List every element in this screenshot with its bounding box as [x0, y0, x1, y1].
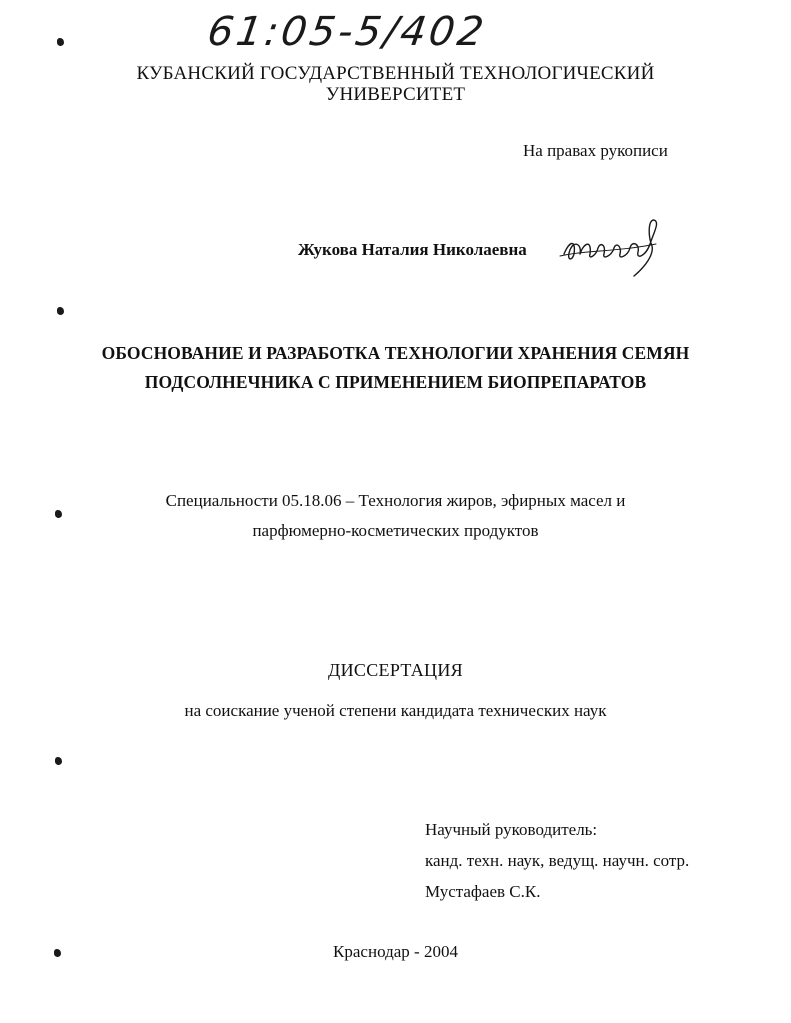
city-year: Краснодар - 2004	[333, 942, 458, 961]
university-line-2: УНИВЕРСИТЕТ	[325, 84, 466, 105]
university-line-1: КУБАНСКИЙ ГОСУДАРСТВЕННЫЙ ТЕХНОЛОГИЧЕСКИЙ	[136, 63, 655, 84]
supervisor-credentials: канд. техн. наук, ведущ. научн. сотр.	[425, 851, 690, 870]
document-type: ДИССЕРТАЦИЯ	[328, 660, 463, 680]
margin-mark	[55, 757, 62, 765]
supervisor-label: Научный руководитель:	[425, 820, 598, 839]
rights-note: На правах рукописи	[523, 141, 668, 160]
author-name: Жукова Наталия Николаевна	[298, 240, 527, 259]
margin-mark	[57, 38, 64, 46]
thesis-title-line-2: ПОДСОЛНЕЧНИКА С ПРИМЕНЕНИЕМ БИОПРЕПАРАТОВ	[144, 372, 647, 392]
signature	[556, 210, 676, 290]
specialty-line-1: Специальности 05.18.06 – Технология жиров, эфирных масел и	[165, 491, 626, 510]
specialty-line-2: парфюмерно-косметических продуктов	[252, 521, 539, 540]
thesis-title-line-1: ОБОСНОВАНИЕ И РАЗРАБОТКА ТЕХНОЛОГИИ ХРАНЕНИЯ СЕМЯН	[101, 343, 690, 363]
margin-mark	[57, 307, 64, 315]
archive-code: 61:05-5/402	[204, 9, 490, 55]
degree-line: на соискание ученой степени кандидата технических наук	[184, 701, 607, 720]
supervisor-name: Мустафаев С.К.	[425, 882, 541, 901]
margin-mark	[55, 510, 62, 518]
